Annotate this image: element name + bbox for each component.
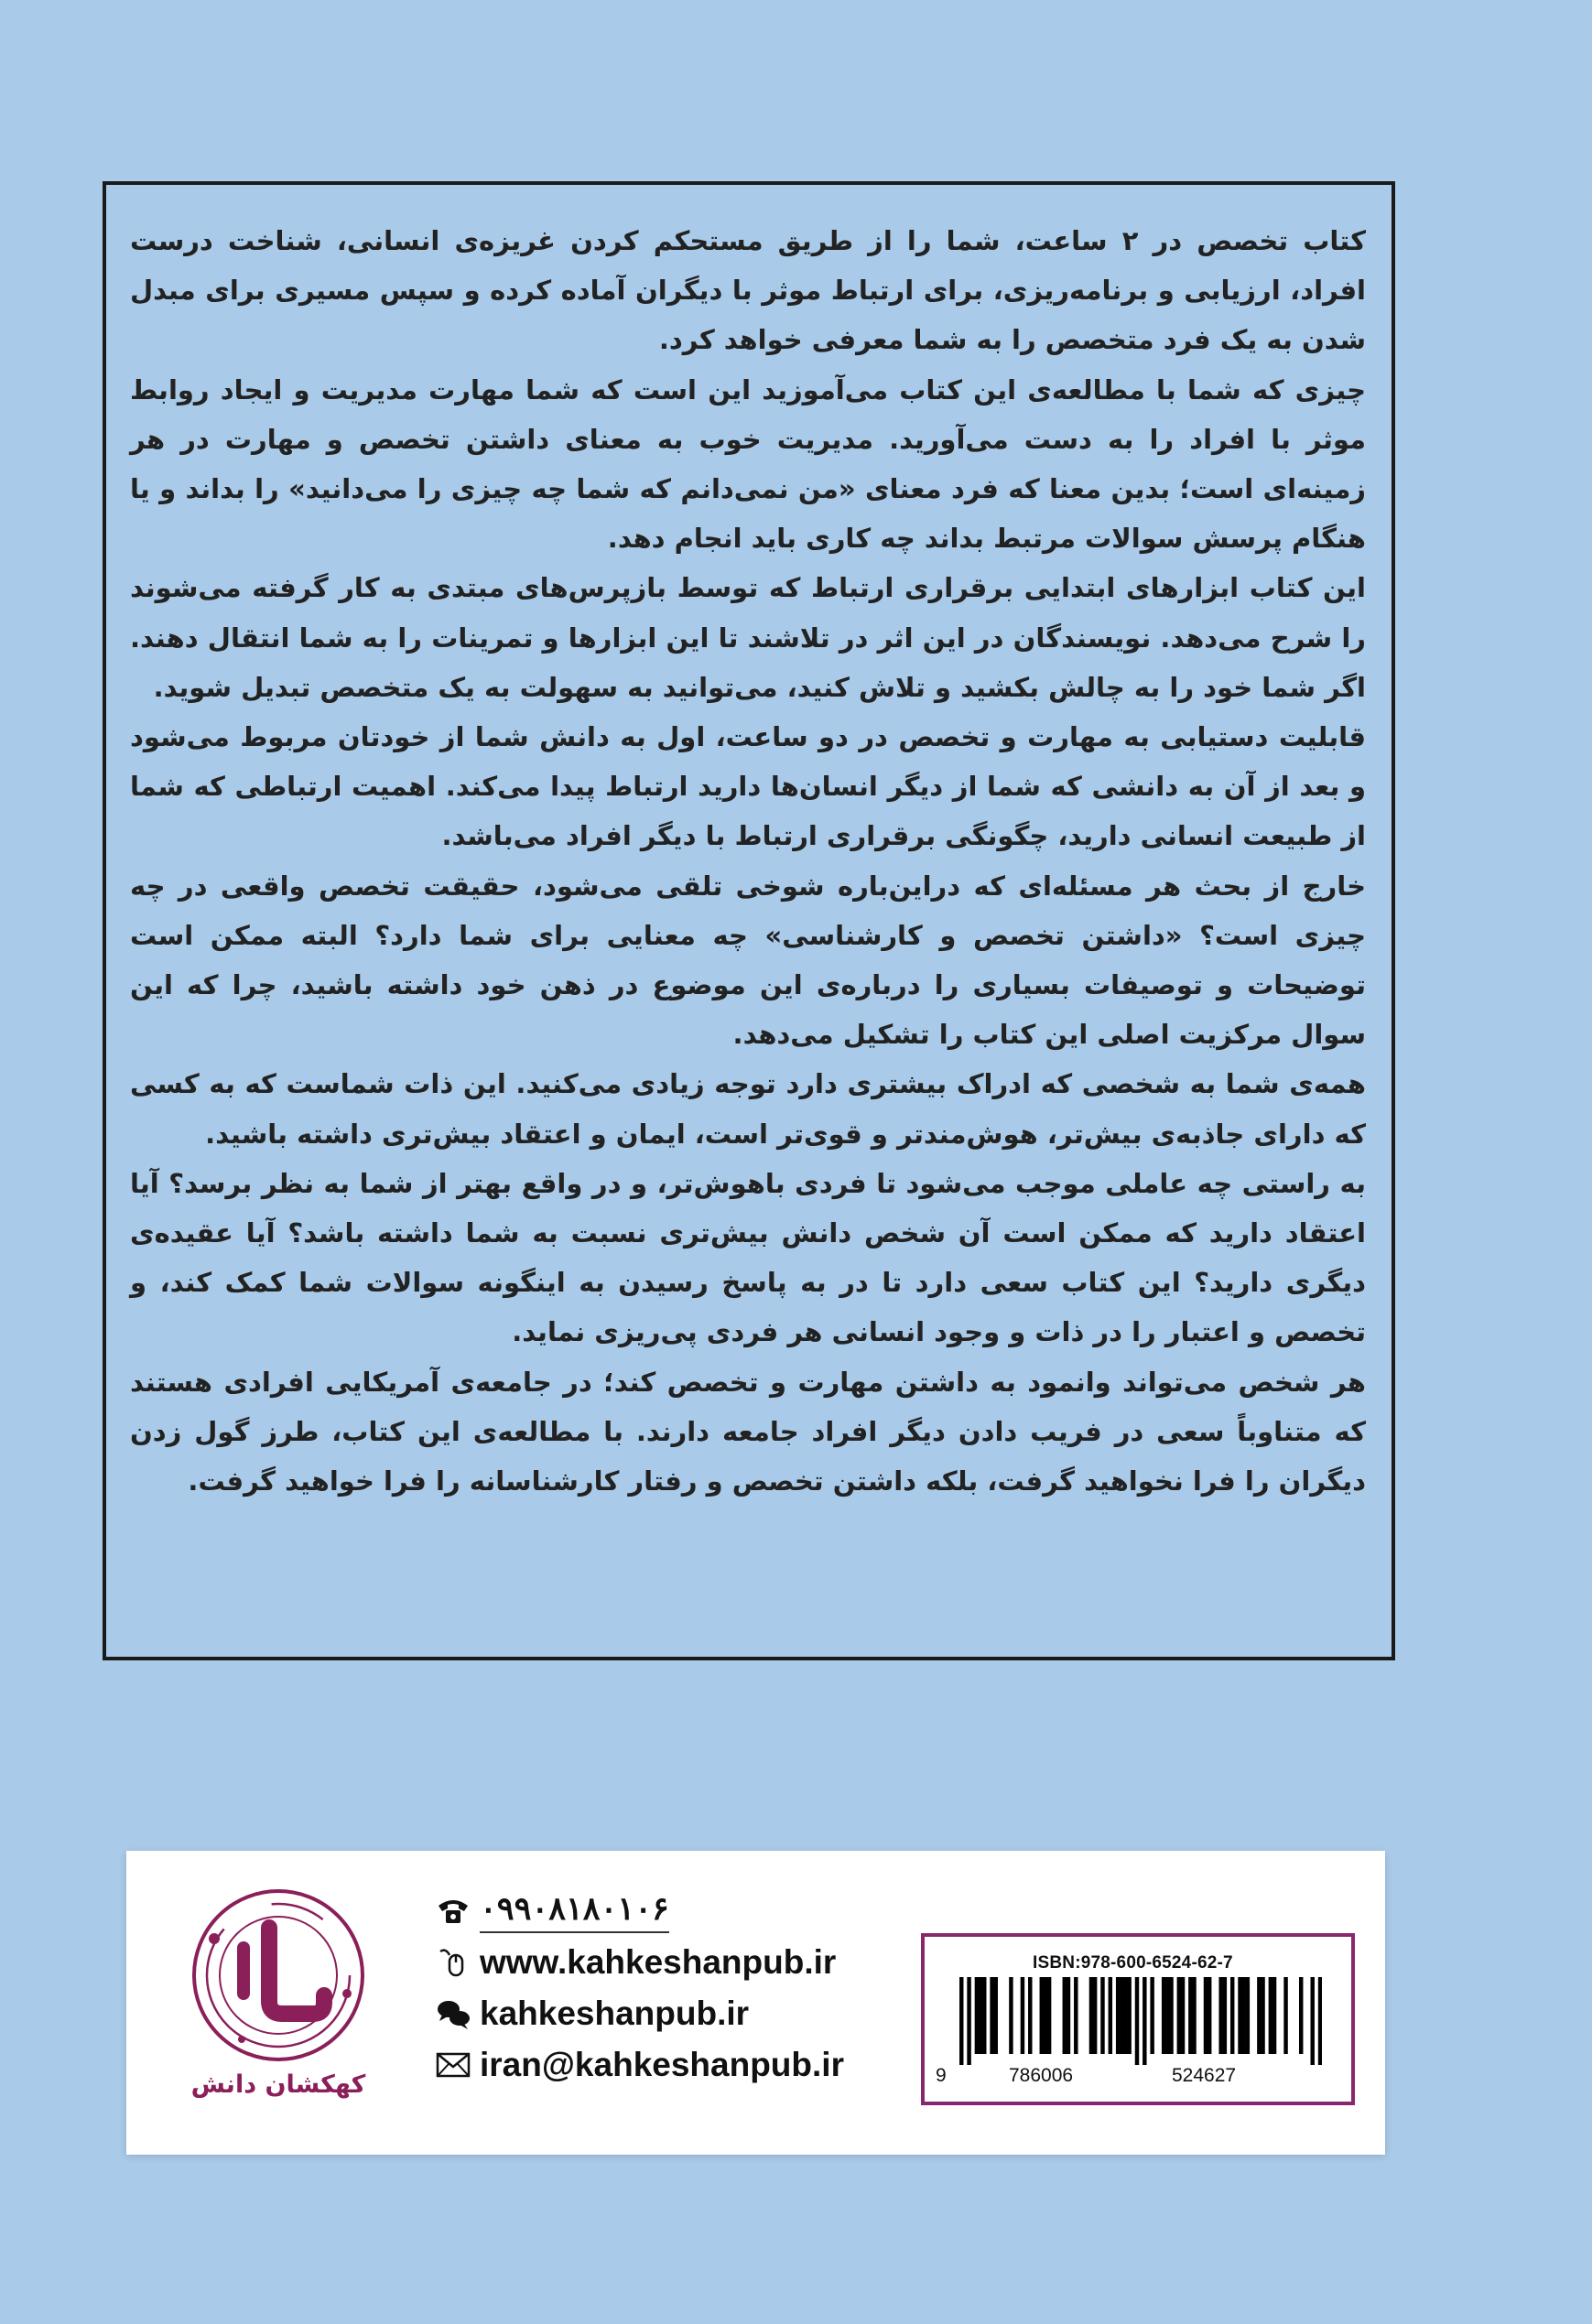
publisher-logo-text: کهکشان دانش (190, 2070, 366, 2099)
barcode-bar (1208, 1977, 1211, 2054)
barcode-bar (990, 1977, 993, 2054)
barcode-bar (1067, 1977, 1070, 2054)
barcode-bar (1063, 1977, 1067, 2054)
barcode-bar (1135, 1977, 1139, 2065)
description-paragraph-6: همه‌ی شما به شخصی که ادراک بیشتری دارد توجه زیادی می‌کنید. این ذات شماست که به کسی که دارای جاذبه‌ی بیش‌تر، هوش‌مندتر و قوی‌تر است، ایمان و اعتقاد بیش‌تری داشته باشید. (130, 1068, 1366, 1150)
publisher-logo-mark (187, 1884, 370, 2067)
barcode-bar (1181, 1977, 1185, 2054)
barcode-bar (1283, 1977, 1287, 2054)
barcode-bar (1040, 1977, 1044, 2054)
barcode-bar (1177, 1977, 1181, 2054)
barcode-bar (1218, 1977, 1222, 2054)
barcode-bar (1009, 1977, 1013, 2054)
barcode-bar (1100, 1977, 1104, 2054)
barcode-bar (1116, 1977, 1120, 2054)
barcode-bar (1261, 1977, 1264, 2054)
barcode-lead-digit: 9 (936, 2065, 947, 2086)
barcode-bar (959, 1977, 963, 2065)
barcode-bar (1089, 1977, 1093, 2054)
back-cover-description (103, 181, 1395, 1660)
barcode-bar (1123, 1977, 1127, 2054)
description-paragraph-2: چیزی که شما با مطالعه‌ی این کتاب می‌آموزید این است که شما مهارت مدیریت و ایجاد روابط موثر با افراد را به دست می‌آورید. مدیریت خوب به معنای داشتن تخصص و مهارت در هر زمینه‌ای است؛ بدین معنا که فرد معنای «من نمی‌دانم که شما چه چیزی را می‌دانید» را بداند و یا هنگام پرسش سوالات مرتبط بداند چه کاری باید انجام دهد. (130, 373, 1366, 555)
barcode-bar (1299, 1977, 1303, 2054)
barcode-bar (1188, 1977, 1192, 2054)
barcode-bar (1241, 1977, 1245, 2054)
barcode-bar (1074, 1977, 1078, 2054)
mouse-pointer-icon (434, 1944, 472, 1981)
barcode-bar (1192, 1977, 1196, 2054)
isbn-label: ISBN:978-600-6524-62-7 (1033, 1953, 1233, 1973)
phone-number[interactable]: ۰۹۹۰۸۱۸۰۱۰۶ (480, 1889, 669, 1933)
publisher-contacts (434, 1886, 892, 2091)
social-handle[interactable]: kahkeshanpub.ir (480, 1994, 750, 2032)
barcode-bar (975, 1977, 979, 2054)
barcode-bar (1273, 1977, 1276, 2054)
barcode-bar (1047, 1977, 1051, 2054)
barcode-bar (1169, 1977, 1173, 2054)
description-paragraph-1: کتاب تخصص در ۲ ساعت، شما را از طریق مستحکم کردن غریزه‌ی انسانی، شناخت درست افراد، ارزیابی و برنامه‌ریزی، برای ارتباط موثر با دیگران آماده کرده و سپس مسیری برای مبدل شدن به یک فرد متخصص را به شما معرفی خواهد کرد. (130, 225, 1367, 356)
social-row (434, 1988, 892, 2039)
barcode-bar (1269, 1977, 1273, 2054)
barcode-bar (1109, 1977, 1112, 2054)
barcode-bar (1028, 1977, 1032, 2054)
publisher-logo (174, 1884, 383, 2122)
website-row (434, 1937, 892, 1988)
barcode (959, 1977, 1322, 2065)
barcode-bar (967, 1977, 970, 2065)
description-paragraph-3: این کتاب ابزارهای ابتدایی برقراری ارتباط که توسط بازپرس‌های مبتدی به کار گرفته می‌شوند را شرح می‌دهد. نویسندگان در این اثر در تلاشند تا این ابزارها و تمرینات را به شما انتقال دهند. اگر شما خود را به چالش بکشید و تلاش کنید، می‌توانید به سهولت به یک متخصص تبدیل شوید. (130, 572, 1366, 703)
barcode-bar (1246, 1977, 1250, 2054)
barcode-bar (1238, 1977, 1241, 2054)
barcode-bar (1093, 1977, 1097, 2054)
barcode-bar (1318, 1977, 1322, 2065)
barcode-bar (1223, 1977, 1227, 2054)
barcode-bar (1162, 1977, 1165, 2054)
barcode-bar (1204, 1977, 1208, 2054)
barcode-bar (1021, 1977, 1024, 2054)
envelope-icon (434, 2047, 472, 2083)
email-address[interactable]: iran@kahkeshanpub.ir (480, 2046, 844, 2083)
description-paragraph-8: هر شخص می‌تواند وانمود به داشتن مهارت و تخصص کند؛ در جامعه‌ی آمریکایی افرادی هستند که متناوباً سعی در فریب دادن دیگر افراد جامعه دارند. با مطالعه‌ی این کتاب، طرز گول زدن دیگران را فرا نخواهید گرفت، بلکه داشتن تخصص و رفتار کارشناسانه را فرا خواهید گرفت. (130, 1366, 1366, 1497)
phone-row (434, 1886, 892, 1937)
barcode-right-digits: 524627 (1172, 2065, 1237, 2086)
website-link[interactable]: www.kahkeshanpub.ir (480, 1943, 837, 1981)
barcode-bar (1143, 1977, 1146, 2065)
chat-bubbles-icon (434, 1995, 472, 2032)
barcode-bar (1165, 1977, 1169, 2054)
isbn-barcode-box (921, 1933, 1355, 2105)
barcode-bar (994, 1977, 998, 2054)
barcode-left-digits: 786006 (1009, 2065, 1074, 2086)
phone-icon (434, 1893, 472, 1929)
barcode-bar (1230, 1977, 1234, 2054)
description-paragraph-4: قابلیت دستیابی به مهارت و تخصص در دو ساعت، اول به دانش شما از خودتان مربوط می‌شود و بعد از آن به دانشی که شما از دیگر انسان‌ها دارید ارتباط پیدا می‌کند. اهمیت ارتباطی که شما از طبیعت انسانی دارید، چگونگی برقراری ارتباط با دیگر افراد می‌باشد. (130, 721, 1366, 852)
barcode-bar (1120, 1977, 1123, 2054)
barcode-bar (1150, 1977, 1153, 2054)
email-row (434, 2039, 892, 2091)
description-paragraph-5: خارج از بحث هر مسئله‌ای که دراین‌باره شوخی تلقی می‌شود، حقیقت تخصص واقعی در چه چیزی است؟ «داشتن تخصص و کارشناسی» چه معنایی برای شما دارد؟ البته ممکن است توضیحات و توصیفات بسیاری را درباره‌ی این موضوع در ذهن خود داشته باشید، چرا که این سوال مرکزیت اصلی این کتاب را تشکیل می‌دهد. (130, 870, 1366, 1051)
barcode-bar (1127, 1977, 1131, 2054)
barcode-bar (982, 1977, 986, 2054)
barcode-bar (979, 1977, 982, 2054)
description-paragraph-7: به راستی چه عاملی موجب می‌شود تا فردی باهوش‌تر، و در واقع بهتر از شما به نظر برسد؟ آیا اعتقاد دارید که ممکن است آن شخص دانش بیش‌تری نسبت به شما داشته باشد؟ آیا عقیده‌ی دیگری دارید؟ این کتاب سعی دارد تا در به پاسخ رسیدن به اینگونه سوالات شما کمک کند، و تخصص و اعتبار را در ذات و وجود انسانی هر فردی پی‌ریزی نماید. (130, 1167, 1366, 1348)
barcode-bar (1257, 1977, 1261, 2054)
publisher-footer (126, 1851, 1385, 2155)
barcode-bar (1044, 1977, 1047, 2054)
barcode-bar (1310, 1977, 1314, 2065)
